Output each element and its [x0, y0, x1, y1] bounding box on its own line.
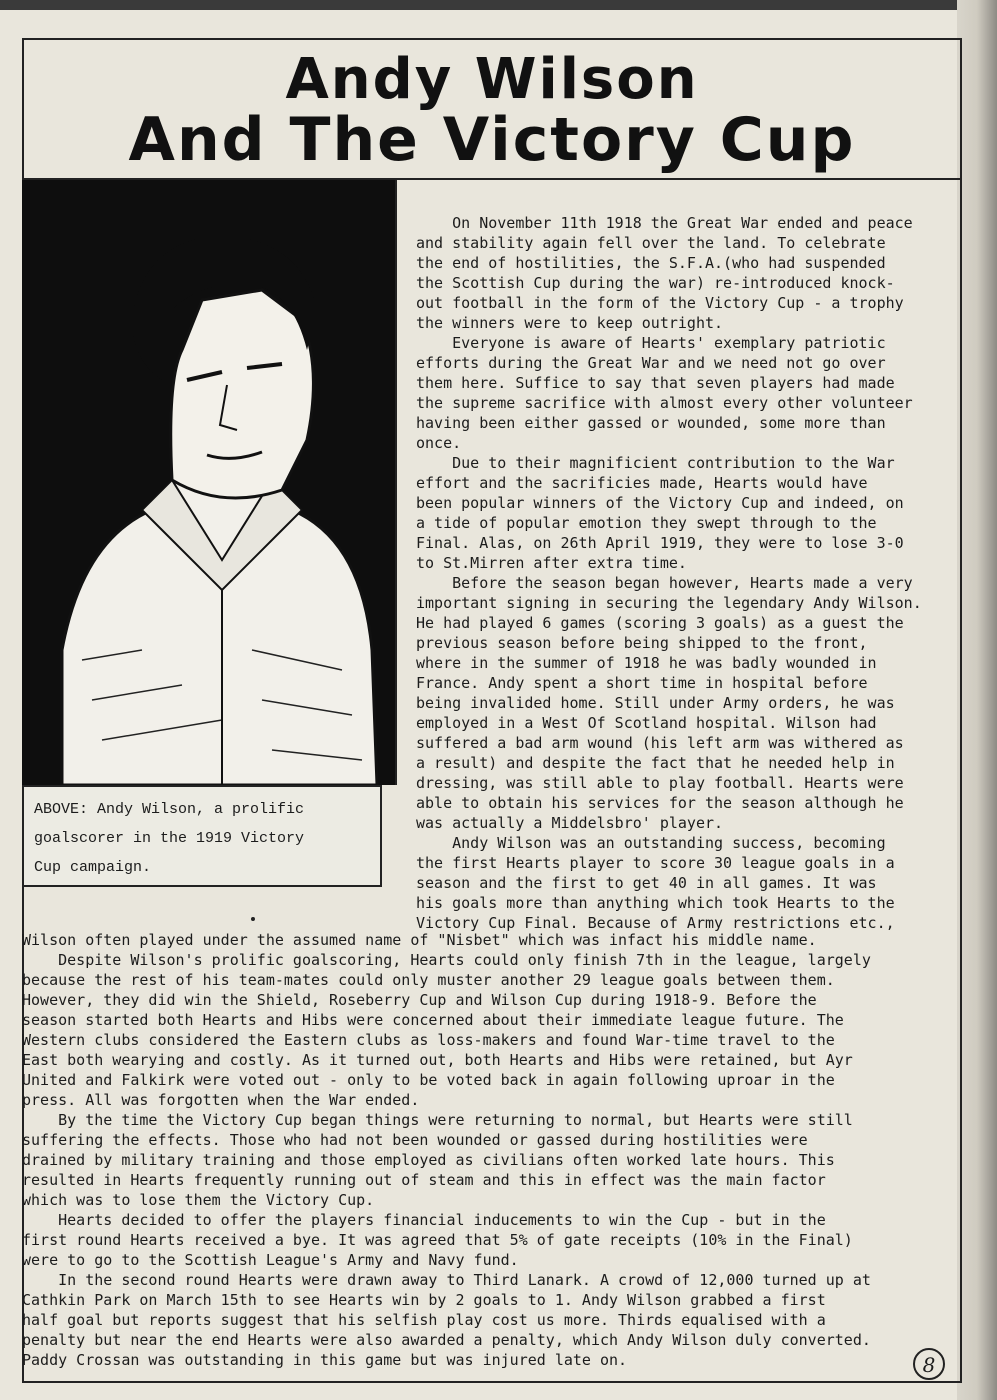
ink-speck: [251, 917, 255, 921]
photo-caption-box: [22, 785, 382, 887]
page-number: 8: [913, 1348, 945, 1380]
title-line-2: And The Victory Cup: [128, 105, 856, 175]
article-column-text: On November 11th 1918 the Great War ended and peace and stability again fell over the land. To celebrate the end of hostilities, the S.F.A.(who had suspended the Scottish Cup during the war) re-introduced knock- out football in the form of the Victory Cup - a trophy the winners were to keep outright. Everyone is aware of Hearts' exemplary patriotic efforts during the Great War and we need not go over them here. Suffice to say that seven players had made the supreme sacrifice with almost every other volunteer having been either gassed or wounded, some more than once. Due to their magnificient contribution to the War effort and the sacrificies made, Hearts would have been popular winners of the Victory Cup and indeed, on a tide of popular emotion they swept through to the Final. Alas, on 26th April 1919, they were to lose 3-0 to St.Mirren after extra time. Before the season began however, Hearts made a very important signing in securing the legendary Andy Wilson. He had played 6 games (scoring 3 goals) as a guest the previous season before being shipped to the front, where in the summer of 1918 he was badly wounded in France. Andy spent a short time in hospital before being invalided home. Still under Army orders, he was employed in a West Of Scotland hospital. Wilson had suffered a bad arm wound (his left arm was withered as a result) and despite the fact that he needed help in dressing, was still able to play football. Hearts were able to obtain his services for the season although he was actually a Middelsbro' player. Andy Wilson was an outstanding success, becoming the first Hearts player to score 30 league goals in a season and the first to get 40 in all games. It was his goals more than anything which took Hearts to the Victory Cup Final. Because of Army restrictions etc.,: [416, 214, 922, 932]
portrait-illustration-icon: [22, 180, 397, 785]
title-box: [22, 38, 962, 180]
article-full-width-text: Wilson often played under the assumed name of "Nisbet" which was infact his middle name. Despite Wilson's prolific goalscoring, Hearts could only finish 7th in the league, largely because the rest of his team-mates could only muster another 29 league goals between them. However, they did win the Shield, Roseberry Cup and Wilson Cup during 1918-9. Before the season started both Hearts and Hibs were concerned about their immediate league future. The Western clubs considered the Eastern clubs as loss-makers and found War-time travel to the East both wearying and costly. As it turned out, both Hearts and Hibs were retained, but Ayr United and Falkirk were voted out - only to be voted back in again following uproar in the press. All was forgotten when the War ended. By the time the Victory Cup began things were returning to normal, but Hearts were still suffering the effects. Those who had not been wounded or gassed during hostilities were drained by military training and those employed as civilians often worked late hours. This resulted in Hearts frequently running out of steam and this in effect was the main factor which was to lose them the Victory Cup. Hearts decided to offer the players financial inducements to win the Cup - but in the first round Hearts received a bye. It was agreed that 5% of gate receipts (10% in the Final) were to go to the Scottish League's Army and Navy fund. In the second round Hearts were drawn away to Third Lanark. A crowd of 12,000 turned up at Cathkin Park on March 15th to see Hearts win by 2 goals to 1. Andy Wilson grabbed a first half goal but reports suggest that his selfish play cost us more. Thirds equalised with a penalty but near the end Hearts were also awarded a penalty, which Andy Wilson duly converted. Paddy Crossan was outstanding in this game but was injured late on.: [22, 931, 871, 1369]
player-portrait: [22, 180, 397, 785]
title-line-1: Andy Wilson: [285, 47, 699, 112]
photo-caption: ABOVE: Andy Wilson, a prolific goalscorer in the 1919 Victory Cup campaign.: [34, 801, 305, 876]
binder-edge: [957, 0, 997, 1400]
scan-top-edge: [0, 0, 997, 10]
